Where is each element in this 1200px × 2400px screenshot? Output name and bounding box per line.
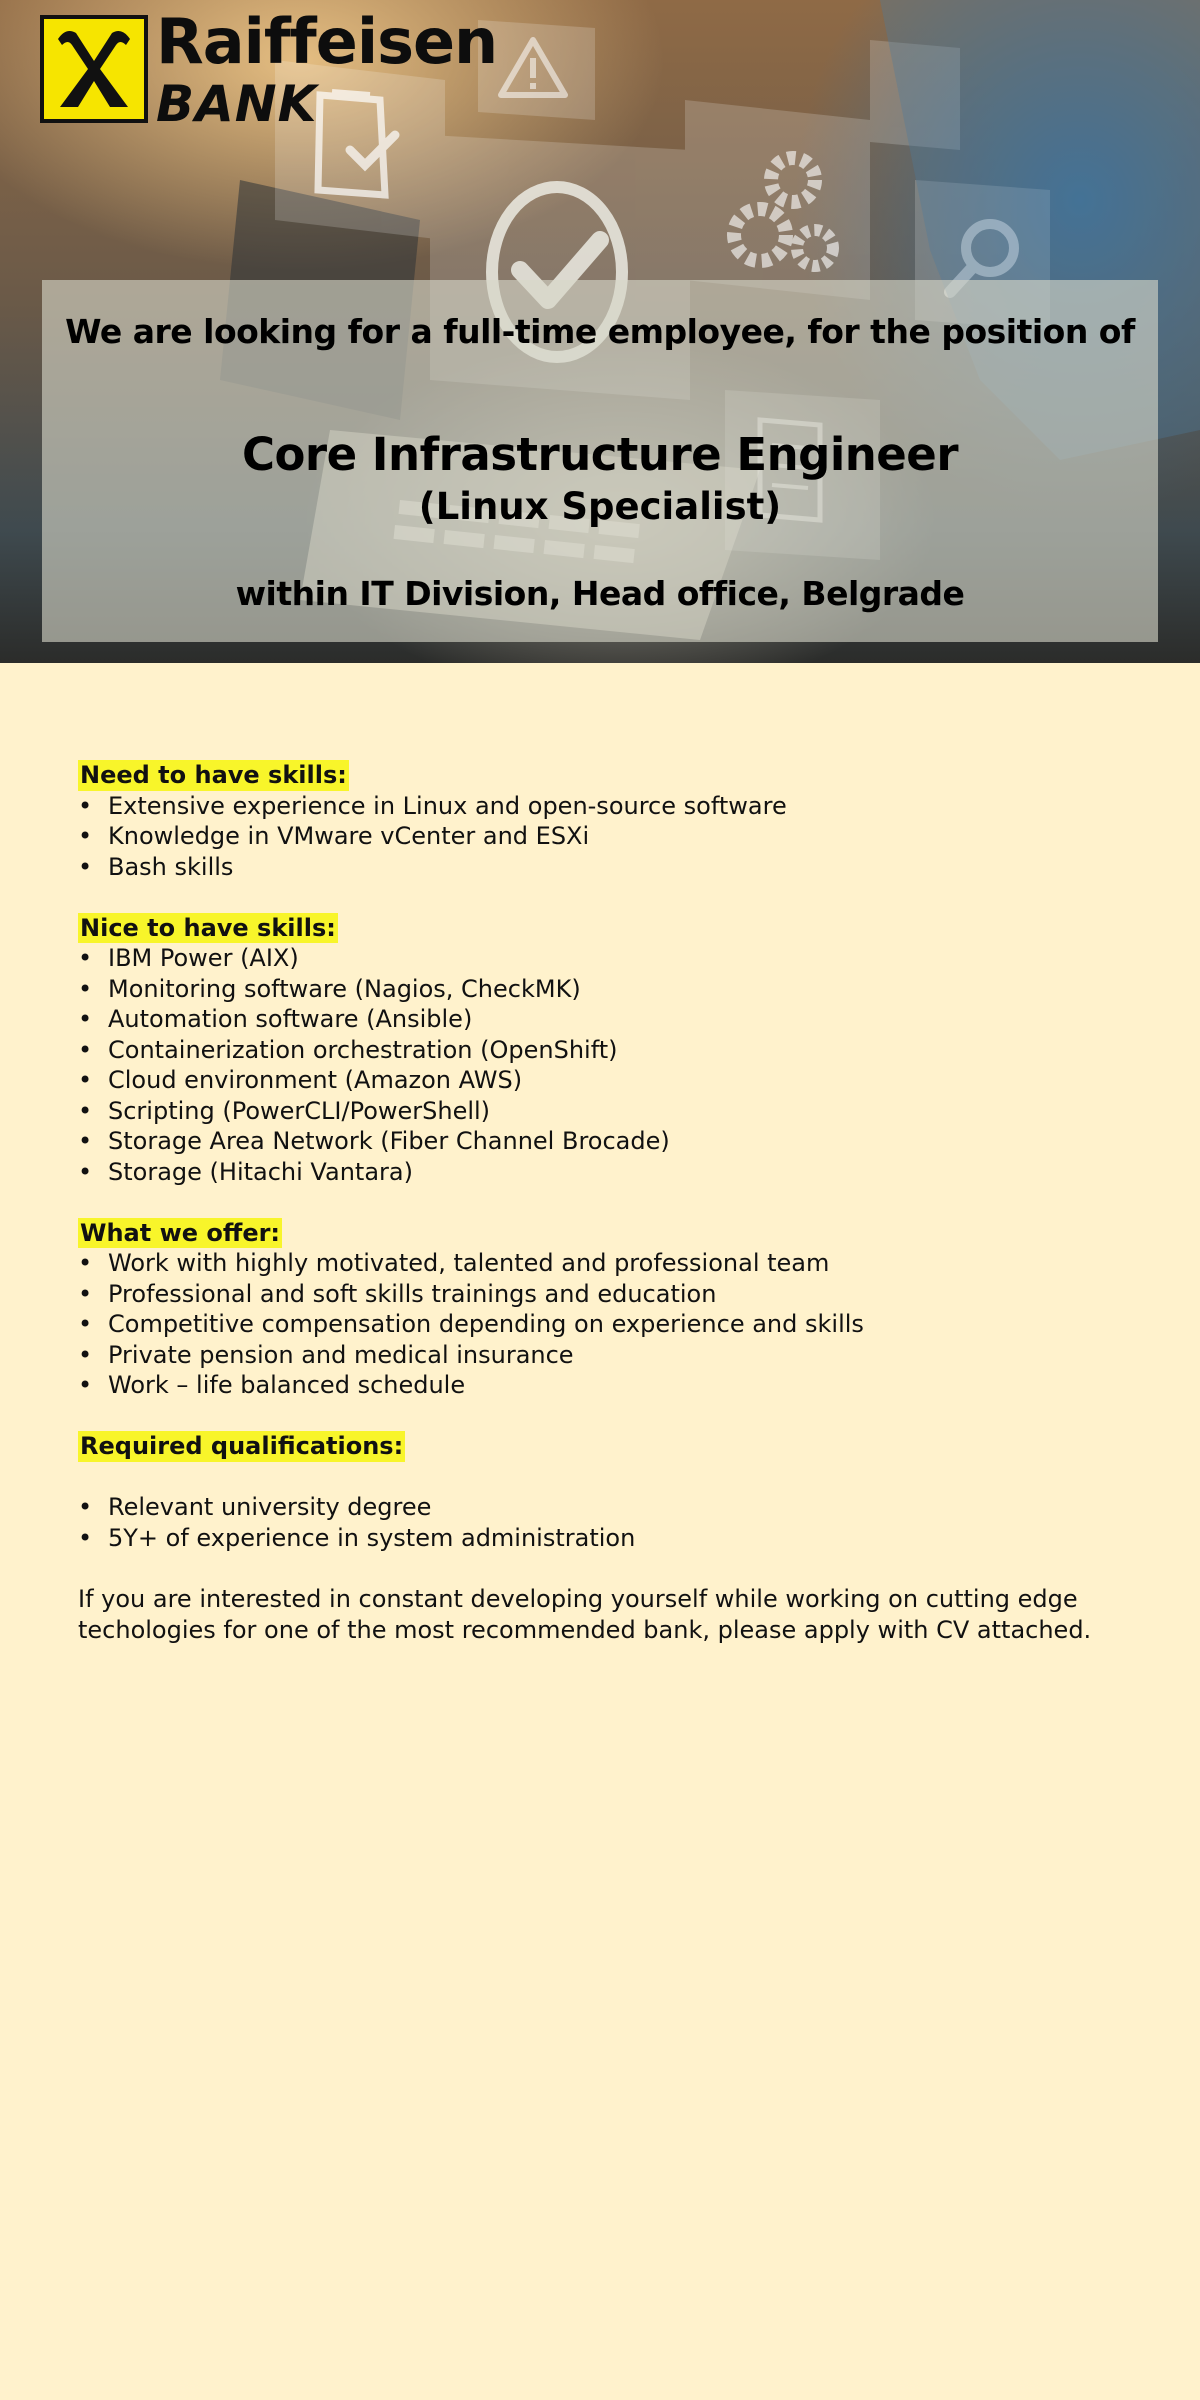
- bullet-icon: •: [78, 1127, 93, 1155]
- list-item: [78, 1340, 1138, 1371]
- list-item: [78, 1492, 1138, 1523]
- bullet-icon: •: [78, 974, 93, 1003]
- list-item: [78, 974, 1138, 1005]
- list-item: [78, 1157, 1138, 1188]
- section-heading: Need to have skills:: [80, 761, 347, 789]
- job-location: within IT Division, Head office, Belgrade: [235, 574, 965, 613]
- list-item: [78, 1248, 1138, 1279]
- hero-banner: [0, 0, 1200, 663]
- list-item-text: Work with highly motivated, talented and professional team: [108, 1249, 830, 1277]
- list-item-text: Cloud environment (Amazon AWS): [108, 1066, 523, 1094]
- list-item: [78, 1096, 1138, 1127]
- bullet-list: [78, 1492, 1138, 1553]
- list-item: [78, 1035, 1138, 1066]
- bullet-icon: •: [78, 1523, 93, 1552]
- list-item-text: Scripting (PowerCLI/PowerShell): [108, 1096, 491, 1125]
- bullet-icon: •: [78, 1096, 93, 1125]
- list-item: [78, 1126, 1138, 1157]
- section-heading: What we offer:: [80, 1218, 281, 1247]
- bullet-icon: •: [78, 1371, 93, 1399]
- list-item-text: IBM Power (AIX): [108, 944, 299, 972]
- raiffeisen-gable-logo-icon: [40, 15, 148, 123]
- list-item: [78, 821, 1138, 852]
- list-item-text: Automation software (Ansible): [108, 1005, 473, 1033]
- bullet-icon: •: [78, 1340, 93, 1369]
- list-item: [78, 1309, 1138, 1340]
- bullet-icon: •: [78, 1157, 93, 1186]
- section-what-we-offer: [78, 1218, 1138, 1401]
- list-item-text: Professional and soft skills trainings and education: [108, 1279, 717, 1308]
- bullet-icon: •: [78, 1035, 93, 1064]
- list-item-text: Monitoring software (Nagios, CheckMK): [108, 974, 581, 1003]
- bullet-icon: •: [78, 852, 93, 881]
- bullet-icon: •: [78, 1066, 93, 1094]
- bullet-icon: •: [78, 1493, 93, 1521]
- list-item: [78, 852, 1138, 883]
- section-need-to-have-skills: [78, 760, 1138, 882]
- logo-name-bottom: BANK: [156, 75, 318, 133]
- list-item: [78, 1065, 1138, 1096]
- job-intro: We are looking for a full-time employee, for the position of: [65, 312, 1135, 351]
- list-item-text: Bash skills: [108, 852, 234, 881]
- bullet-icon: •: [78, 944, 93, 972]
- bullet-list: [78, 791, 1138, 883]
- bullet-icon: •: [78, 822, 93, 850]
- list-item: [78, 1279, 1138, 1310]
- section-heading: Nice to have skills:: [80, 913, 336, 942]
- headline-panel: [42, 280, 1158, 642]
- list-item-text: Work – life balanced schedule: [108, 1371, 466, 1399]
- list-item: [78, 1004, 1138, 1035]
- bullet-icon: •: [78, 1310, 93, 1338]
- list-item-text: Competitive compensation depending on experience and skills: [108, 1310, 864, 1338]
- list-item: [78, 791, 1138, 822]
- list-item: [78, 943, 1138, 974]
- closing-paragraph: [78, 1584, 1138, 1646]
- list-item: [78, 1370, 1138, 1401]
- list-item: [78, 1523, 1138, 1554]
- job-subtitle: (Linux Specialist): [418, 485, 782, 528]
- list-item-text: Storage (Hitachi Vantara): [108, 1157, 413, 1186]
- bullet-icon: •: [78, 1279, 93, 1308]
- job-title: Core Infrastructure Engineer: [241, 428, 959, 481]
- job-description: [78, 760, 1138, 1646]
- bank-logo-wordmark: [156, 5, 498, 133]
- bullet-icon: •: [78, 1249, 93, 1277]
- closing-line-2: techologies for one of the most recommended bank, please apply with CV attached.: [78, 1615, 1092, 1644]
- list-item-text: Storage Area Network (Fiber Channel Brocade): [108, 1127, 670, 1155]
- list-item-text: Containerization orchestration (OpenShift): [108, 1035, 618, 1064]
- list-item-text: 5Y+ of experience in system administration: [108, 1523, 636, 1552]
- bullet-list: [78, 1248, 1138, 1401]
- section-heading: Required qualifications:: [80, 1432, 404, 1460]
- list-item-text: Knowledge in VMware vCenter and ESXi: [108, 822, 590, 850]
- logo-name-top: Raiffeisen: [156, 5, 498, 78]
- section-required-qualifications: [78, 1431, 1138, 1553]
- bullet-icon: •: [78, 791, 93, 820]
- list-item-text: Extensive experience in Linux and open-source software: [108, 791, 787, 820]
- bullet-icon: •: [78, 1005, 93, 1033]
- list-item-text: Relevant university degree: [108, 1493, 432, 1521]
- closing-line-1: If you are interested in constant developing yourself while working on cutting edge: [78, 1584, 1078, 1613]
- bank-logo: [40, 5, 498, 133]
- section-nice-to-have-skills: [78, 913, 1138, 1188]
- bullet-list: [78, 943, 1138, 1187]
- list-item-text: Private pension and medical insurance: [108, 1340, 574, 1369]
